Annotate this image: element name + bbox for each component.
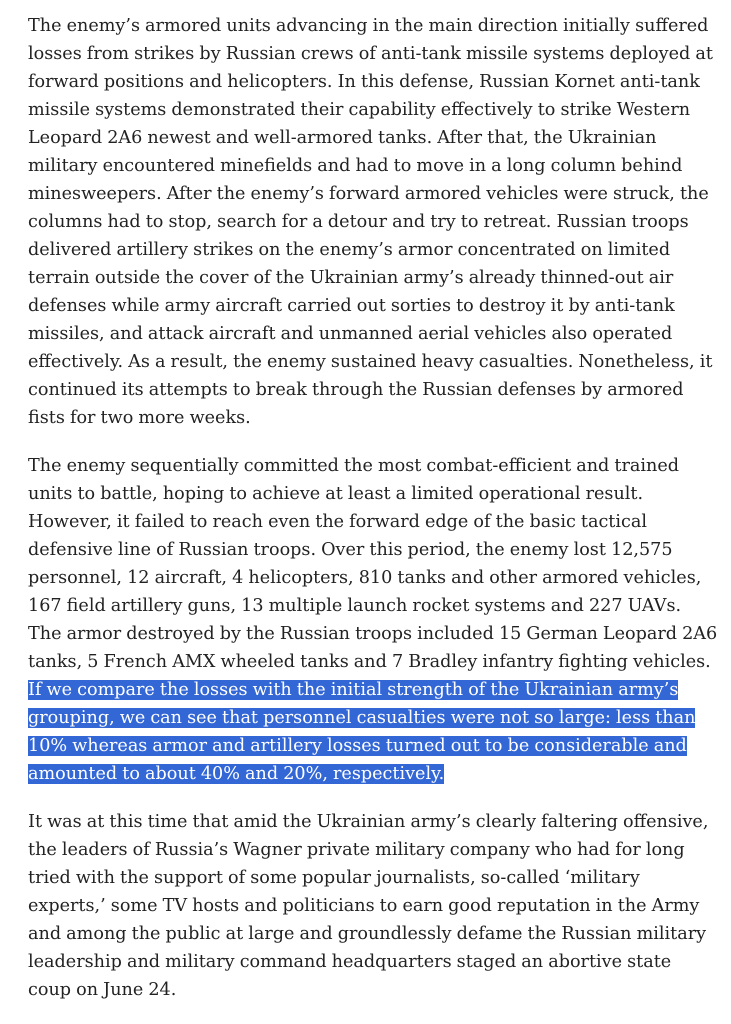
paragraph-3-text: It was at this time that amid the Ukrainian army’s clearly faltering offensive, the leaders of Russia’s Wagner private military company who had for long tried with the support of some popular journalists, so-called ‘military experts,’ some TV hosts and politicians to earn good reputation in the Army and among the public at large and groundlessly defame the Russian military leadership and military command headquarters staged an abortive state coup on June 24. — [28, 812, 709, 1000]
paragraph-1-text: The enemy’s armored units advancing in the main direction initially suffered losses from strikes by Russian crews of anti-tank missile systems deployed at forward positions and helicopters. In this defense, Russian Kornet anti-tank missile systems demonstrated their capability effectively to strike Western Leopard 2A6 newest and well-armored tanks. After that, the Ukrainian military encountered minefields and had to move in a long column behind minesweepers. After the enemy’s forward armored vehicles were struck, the columns had to stop, search for a detour and try to retreat. Russian troops delivered artillery strikes on the enemy’s armor concentrated on limited terrain outside the cover of the Ukrainian army’s already thinned-out air defenses while army aircraft carried out sorties to destroy it by anti-tank missiles, and attack aircraft and unmanned aerial vehicles also operated effectively. As a result, the enemy sustained heavy casualties. Nonetheless, it continued its attempts to break through the Russian defenses by armored fists for two more weeks. — [28, 16, 713, 428]
paragraph-2-text: The enemy sequentially committed the most combat-efficient and trained units to battle, hoping to achieve at least a limited operational result. However, it failed to reach even the forward edge of the basic tactical defensive line of Russian troops. Over this period, the enemy lost 12,575 personnel, 12 aircraft, 4 helicopters, 810 tanks and other armored vehicles, 167 field artillery guns, 13 multiple launch rocket systems and 227 UAVs. The armor destroyed by the Russian troops included 15 German Leopard 2A6 tanks, 5 French AMX wheeled tanks and 7 Bradley infantry fighting vehicles. — [28, 456, 718, 672]
selected-text-highlight[interactable]: If we compare the losses with the initial strength of the Ukrainian army’s grouping, we can see that personnel casualties were not so large: less than 10% whereas armor and artillery losses turned out to be considerable and amounted to about 40% and 20%, respectively. — [28, 680, 696, 784]
paragraph-3 — [28, 808, 718, 1004]
paragraph-2 — [28, 452, 718, 788]
paragraph-1 — [28, 12, 718, 432]
article-body — [28, 12, 718, 1024]
